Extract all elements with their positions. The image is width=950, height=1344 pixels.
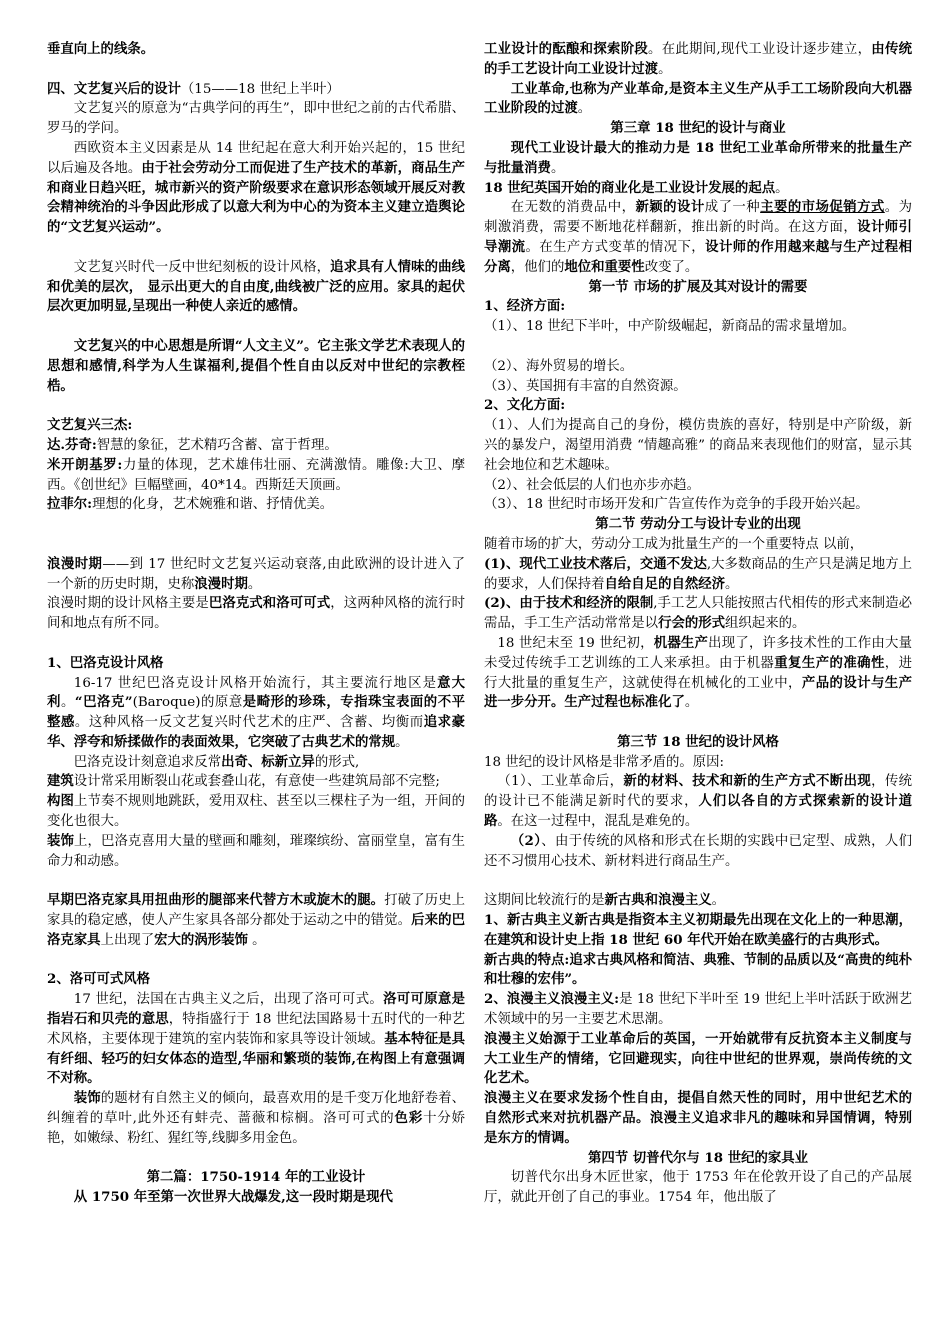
text-paragraph-r30 xyxy=(484,1089,912,1148)
text-run: (Baroque)的原意 xyxy=(132,695,243,711)
text-paragraph-l12 xyxy=(47,594,465,634)
text-run: 浪漫主义在要求发扬个性自由，提倡自然天性的同时，用中世纪艺术的自然形式来对抗机器产品。浪漫主义追求非凡的趣味和异国情调，特别是东方的情调。 xyxy=(484,1090,912,1146)
text-run: 意大利 xyxy=(47,674,465,711)
text-run: （2）、社会低层的人们也亦步亦趋。 xyxy=(484,477,701,493)
text-run: 是 18 世纪下半叶至 19 世纪上半叶活跃于欧洲艺术领域中的另一主要艺术思潮。 xyxy=(484,992,913,1028)
text-run: 西欧资本主义因素是从 14 世纪起在意大利开始兴起的，15 世纪以后遍及各地。 xyxy=(47,140,465,176)
text-paragraph-r10 xyxy=(484,357,912,377)
text-paragraph-l1 xyxy=(47,40,465,60)
text-run: （3）、英国拥有丰富的自然资源。 xyxy=(484,378,687,394)
section-heading-r21 xyxy=(484,733,912,753)
text-run: 新的材料、技术和新的生产方式不断出现 xyxy=(623,773,872,790)
text-run: 智慧的象征，艺术精巧含蓄、富于哲理。 xyxy=(96,437,338,453)
text-paragraph-r18 xyxy=(484,555,912,595)
text-run: 从 1750 年至第一次世界大战爆发,这一段时期是现代 xyxy=(73,1189,393,1206)
text-run: 18 世纪的设计风格是非常矛盾的。原因: xyxy=(484,754,725,770)
text-paragraph-l5 xyxy=(47,258,465,317)
text-paragraph-r23 xyxy=(484,772,912,831)
paragraph-spacer xyxy=(484,337,912,357)
text-run: 米开朗基罗: xyxy=(47,456,123,473)
text-run: 早期巴洛克家具用扭曲形的腿部来代替方木或旋木的腿。 xyxy=(47,892,385,909)
text-run: 浪漫主义始源于工业革命后的英国，一开始就带有反抗资本主义制度与大工业生产的情绪，它回避现实，向往中世纪的世界观，崇尚传统的文化艺术。 xyxy=(484,1030,912,1087)
text-paragraph-r17 xyxy=(484,535,912,555)
text-paragraph-r29 xyxy=(484,1030,912,1089)
text-run: 文艺复兴的中心思想是所谓“人文主义”。它主张文学艺术表现人的思想和感情,科学为人生谋福利,提倡个性自由以反对中世纪的宗教桎梏。 xyxy=(47,337,465,394)
paragraph-spacer xyxy=(47,60,465,80)
text-paragraph-l14 xyxy=(47,674,465,753)
text-run: 行会的形式 xyxy=(658,615,726,632)
text-run: （1）、人们为提高自己的身份，模仿贵族的喜好，特别是中产阶级，新兴的暴发户，渴望用消费 “情趣高雅” 的商品来表现他们的财富，显示其社会地位和艺术趣味。 xyxy=(484,418,912,473)
paragraph-spacer xyxy=(47,396,465,416)
text-run: 。 xyxy=(395,734,409,750)
text-run: （15——18 世纪上半叶） xyxy=(180,81,340,97)
text-run: 第二节 劳动分工与设计专业的出现 xyxy=(595,516,801,533)
text-run: 切普代尔出身木匠世家，他于 1753 年在伦敦开设了自己的产品展厅，就此开创了自己的事业。1754 年，他出版了 xyxy=(484,1170,912,1206)
paragraph-spacer xyxy=(47,951,465,971)
text-run: 新古典的特点:追求古典风格和简洁、典雅、节制的品质以及“高贵的纯朴和壮穆的宏伟”。 xyxy=(484,951,912,988)
text-run: 由传统的手工艺设计向工业设计过渡 xyxy=(484,41,913,77)
text-run: 追求具有人情味的曲线和优美的层次， xyxy=(47,258,466,295)
text-run: ，他们的 xyxy=(510,259,565,275)
text-paragraph-l10 xyxy=(47,495,465,515)
paragraph-spacer xyxy=(47,317,465,337)
text-run: “巴洛克” xyxy=(74,694,133,711)
text-run: 设计师引导潮流 xyxy=(484,219,913,255)
text-run: 拉菲尔: xyxy=(47,496,93,513)
text-paragraph-r8 xyxy=(484,297,912,317)
text-run: 文艺复兴时代一反中世纪刻板的设计风格， xyxy=(73,259,331,275)
text-run: 装饰 xyxy=(73,1090,101,1107)
text-run: 17 世纪，法国在古典主义之后，出现了洛可可式。 xyxy=(73,992,384,1008)
text-paragraph-l11 xyxy=(47,555,465,595)
text-run: 浪漫时期 xyxy=(47,555,103,572)
text-run: (2)、由于技术和经济的限制 xyxy=(484,595,654,612)
text-run: 工业设计的酝酿和探索阶段 xyxy=(484,41,649,57)
text-run: 文艺复兴三杰: xyxy=(47,417,133,434)
text-run: 打破了历史上家具的稳定感，使人产生家具各部分都处于运动之中的错觉。 xyxy=(47,893,466,929)
text-run: 。在这一过程中，混乱是难免的。 xyxy=(497,814,699,830)
text-run: 组织起来的。 xyxy=(725,616,806,632)
section-heading-r31 xyxy=(484,1149,912,1169)
text-run: 第三节 18 世纪的设计风格 xyxy=(617,733,779,750)
text-run: 力量的体现，艺术雄伟壮丽、充满激情。雕像:大卫、摩西。《创世纪》巨幅壁画，40*14。西斯廷天顶画。 xyxy=(47,457,465,493)
text-paragraph-r13 xyxy=(484,416,912,475)
text-run: 是畸形的珍珠，专指珠宝表面的不平整感 xyxy=(47,694,466,731)
text-run: ，传统的设计已不能满足新时代的要求， xyxy=(484,774,913,810)
text-run: 。 xyxy=(775,180,789,196)
text-run: 主要的市场促销方式 xyxy=(760,199,885,216)
paragraph-spacer xyxy=(47,634,465,654)
text-run: 追求豪华、浮夸和矫揉做作的表面效果，它突破了古典艺术的常规 xyxy=(47,714,466,750)
text-paragraph-l21 xyxy=(47,990,465,1089)
text-run: 2、洛可可式风格 xyxy=(47,971,151,988)
text-run: 理想的化身，艺术婉雅和谐、抒情优美。 xyxy=(92,497,334,513)
text-paragraph-r24 xyxy=(484,832,912,872)
text-run: 。 xyxy=(247,576,262,592)
text-paragraph-l7 xyxy=(47,416,465,436)
text-paragraph-r1 xyxy=(484,40,912,80)
text-run: 的题材有自然主义的倾向，最喜欢用的是千变万化地舒卷着、纠缠着的草叶,此外还有蚌壳、蔷薇和棕榈。洛可可式的 xyxy=(47,1091,466,1127)
text-paragraph-r15 xyxy=(484,495,912,515)
right-column xyxy=(484,40,912,1208)
text-run: 。 xyxy=(60,695,75,711)
text-run: 新古典和浪漫主义 xyxy=(604,892,712,909)
text-run: 。 xyxy=(550,160,565,176)
text-run: 浪漫时期 xyxy=(194,575,248,592)
text-run: 出现了，许多技术性的工作由大量未受过传统手工艺训练的工人来承担。由于机器 xyxy=(484,635,912,671)
text-paragraph-l9 xyxy=(47,456,465,496)
text-paragraph-l19 xyxy=(47,891,465,950)
text-run: 构图 xyxy=(47,793,74,810)
text-run: 1、经济方面: xyxy=(484,298,566,315)
text-run: 建筑 xyxy=(47,773,74,790)
text-run: 基本特征是具有纤细、轻巧的妇女体态的造型,华丽和繁琐的装饰,在构图上有意强调不对称。 xyxy=(47,1030,466,1087)
text-paragraph-l13 xyxy=(47,654,465,674)
text-run: 的形式, xyxy=(314,754,360,770)
text-run: 第一节 市场的扩展及其对设计的需要 xyxy=(588,278,808,295)
text-run: 、由于传统的风格和形式在长期的实践中已定型、成熟，人们还不习惯用心技术、新材料进行商品生产。 xyxy=(484,833,913,869)
text-paragraph-l8 xyxy=(47,436,465,456)
text-run: 文艺复兴的原意为“古典学问的再生”，即中世纪之前的古代希腊、罗马的学问。 xyxy=(47,101,465,137)
text-paragraph-l2 xyxy=(47,80,465,100)
text-run: 18 世纪末至 19 世纪初， xyxy=(497,635,654,651)
text-paragraph-r25 xyxy=(484,891,912,911)
text-paragraph-r26 xyxy=(484,911,912,951)
text-run: 十分娇艳，如嫩绿、粉红、猩红等,线脚多用金色。 xyxy=(47,1111,466,1146)
text-run: （2） xyxy=(510,832,542,849)
text-run: 地位和重要性 xyxy=(564,258,645,275)
text-run: 。 xyxy=(684,695,699,711)
text-paragraph-r14 xyxy=(484,476,912,496)
text-run: 。这种风格一反文艺复兴时代艺术的庄严、含蓄、均衡而 xyxy=(74,715,424,731)
text-run: 宏大的涡形装饰 xyxy=(154,931,248,948)
text-run: 上节奏不规则地跳跃，爱用双柱、甚至以三棵柱子为一组，开间的变化也很大。 xyxy=(47,794,466,830)
paragraph-spacer xyxy=(47,1149,465,1169)
text-run: 四、文艺复兴后的设计 xyxy=(47,80,181,97)
text-run: 后来的巴洛克家具 xyxy=(47,912,466,948)
text-run: 垂直向上的线条。 xyxy=(47,41,155,57)
paragraph-spacer xyxy=(484,713,912,733)
text-run: 浪漫时期的设计风格主要是 xyxy=(47,596,209,612)
text-run: 。在此期间,现代工业设计逐步建立， xyxy=(648,42,872,57)
text-paragraph-r4 xyxy=(484,139,912,179)
text-run: ,手工艺人只能按照古代相传的形式来制造必需品，手工生产活动常常是以 xyxy=(484,596,912,632)
paragraph-spacer xyxy=(47,871,465,891)
text-paragraph-l20 xyxy=(47,970,465,990)
text-run: 设计师的作用越来越与生产过程相分离 xyxy=(484,238,913,275)
text-run: 1、巴洛克设计风格 xyxy=(47,654,164,671)
text-run: 人们以各自的方式探索新的设计道路 xyxy=(484,793,912,830)
text-paragraph-r9 xyxy=(484,317,912,337)
text-paragraph-l4 xyxy=(47,139,465,238)
text-run: 第四节 切普代尔与 18 世纪的家具业 xyxy=(587,1149,809,1166)
text-run: 改变了。 xyxy=(644,259,699,275)
text-run: 现代工业设计最大的推动力是 18 世纪工业革命所带来的批量生产与批量消费 xyxy=(484,139,912,176)
text-run: 装饰 xyxy=(47,832,74,849)
text-run: 2、文化方面: xyxy=(484,397,566,414)
text-run: ——到 17 世纪时文艺复兴运动衰落,由此欧洲的设计进入了一个新的历史时期，史称 xyxy=(47,556,465,592)
text-run: 色彩 xyxy=(394,1110,424,1127)
text-run: ,大多数商品的生产只是满足地方上的要求，人们保持着 xyxy=(484,556,912,592)
text-paragraph-r19 xyxy=(484,594,912,634)
text-paragraph-r22 xyxy=(484,753,912,773)
text-run: 2、浪漫主义浪漫主义: xyxy=(484,991,620,1008)
text-run: （3）、18 世纪时市场开发和广告宣传作为竞争的手段开始兴起。 xyxy=(484,497,869,513)
text-paragraph-r11 xyxy=(484,377,912,397)
text-paragraph-l3 xyxy=(47,99,465,139)
text-paragraph-l22 xyxy=(47,1089,465,1148)
text-paragraph-r6 xyxy=(484,198,912,277)
text-paragraph-l16 xyxy=(47,772,465,792)
paragraph-spacer xyxy=(47,515,465,555)
text-run: 。为刺激消费，需要不断地花样翻新，推出新的时尚。在这方面， xyxy=(484,200,913,236)
text-run: 工业革命,也称为产业革命,是资本主义生产从手工工场阶段向大机器工业阶段的过渡 xyxy=(484,80,912,117)
text-run: 巴洛克设计刻意追求反常 xyxy=(73,754,222,770)
text-run: 达.芬奇: xyxy=(47,436,97,453)
text-paragraph-r5 xyxy=(484,179,912,199)
text-run: ，进行大批量的重复生产，这就使得在机械化的工业中， xyxy=(484,655,913,691)
text-run: 由于社会劳动分工而促进了生产技术的革新，商品生产和商业日趋兴旺，城市新兴的资产阶级要求在意识形态领域开展反对教会精神统治的斗争因此形成了以意大利为中心的为资本主义建立造舆论的“文艺复兴运动”。 xyxy=(47,159,466,236)
text-paragraph-r28 xyxy=(484,990,912,1030)
text-run: 18 世纪英国开始的商业化是工业设计发展的起点 xyxy=(484,179,776,196)
text-run: ，特指盛行于 18 世纪法国路易十五时代的一种艺术风格，主要体现于建筑的室内装饰和家具等设计领域。 xyxy=(47,1012,465,1047)
text-run: 重复生产的准确性 xyxy=(774,654,885,671)
text-run: 随着市场的扩大，劳动分工成为批量生产的一个重要特点 以前， xyxy=(484,536,864,552)
text-run: 。 xyxy=(247,932,266,948)
text-paragraph-l18 xyxy=(47,832,465,872)
text-run: 设计常采用断裂山花或套叠山花，有意使一些建筑局部不完整; xyxy=(73,774,440,790)
text-run: 洛可可原意是指岩石和贝壳的意思 xyxy=(47,991,466,1028)
section-heading-r3 xyxy=(484,119,912,139)
text-run: 1、新古典主义新古典是指资本主义初期最先出现在文化上的一种思潮，在建筑和设计史上指 18 世纪 60 年代开始在欧美盛行的古典形式。 xyxy=(484,912,912,948)
text-run: ，这两种风格的流行时间和地点有所不同。 xyxy=(47,596,466,632)
text-run: 。 xyxy=(725,576,739,592)
text-run: 显示出更大的自由度,曲线被广泛的应用。家具的起伏层次更加明显,呈现出一种使人亲近的感情。 xyxy=(47,278,466,315)
text-run: 产品的设计与生产进一步分开。生产过程也标准化了 xyxy=(484,674,913,711)
text-paragraph-r27 xyxy=(484,951,912,991)
text-run: (1)、现代工业技术落后，交通不发达 xyxy=(484,555,707,572)
text-run: （1）、18 世纪下半叶，中产阶级崛起，新商品的需求量增加。 xyxy=(484,319,856,335)
text-run: 这期间比较流行的是 xyxy=(484,893,605,909)
text-run: 。 xyxy=(658,61,672,77)
text-run: 自给自足的自然经济 xyxy=(604,575,726,592)
text-run: （2）、海外贸易的增长。 xyxy=(484,358,634,374)
text-paragraph-r2 xyxy=(484,80,912,120)
text-paragraph-l17 xyxy=(47,792,465,832)
text-run: 巴洛克式和洛可可式 xyxy=(208,595,331,612)
text-run: 成了一种 xyxy=(704,200,761,216)
text-run: 。在生产方式变革的情况下， xyxy=(525,239,706,255)
text-run: 16-17 世纪巴洛克设计风格开始流行，其主要流行地区是 xyxy=(73,675,438,691)
text-run: 上出现了 xyxy=(100,932,155,948)
text-run: 。 xyxy=(577,101,592,117)
text-paragraph-l15 xyxy=(47,753,465,773)
text-run: 机器生产 xyxy=(653,634,709,651)
text-run: 第三章 18 世纪的设计与商业 xyxy=(610,120,786,137)
paragraph-spacer xyxy=(484,871,912,891)
text-run: 上，巴洛克喜用大量的壁画和雕刻，璀璨缤纷、富丽堂皇，富有生命力和动感。 xyxy=(47,833,466,869)
text-run: 在无数的消费品中， xyxy=(510,200,636,216)
section-heading-r16 xyxy=(484,515,912,535)
text-paragraph-r20 xyxy=(484,634,912,713)
text-paragraph-l24 xyxy=(47,1188,465,1208)
text-paragraph-r12 xyxy=(484,396,912,416)
text-run: 新颖的设计 xyxy=(635,199,705,216)
text-run: 出奇、标新立异 xyxy=(221,753,315,770)
text-run: （1）、工业革命后， xyxy=(497,774,624,790)
section-heading-l23 xyxy=(47,1168,465,1188)
paragraph-spacer xyxy=(47,238,465,258)
left-column xyxy=(47,40,465,1208)
text-run: 第二篇：1750-1914 年的工业设计 xyxy=(146,1169,366,1186)
text-run: 。 xyxy=(711,893,726,909)
section-heading-r7 xyxy=(484,278,912,298)
text-paragraph-l6 xyxy=(47,337,465,396)
text-paragraph-r32 xyxy=(484,1168,912,1208)
